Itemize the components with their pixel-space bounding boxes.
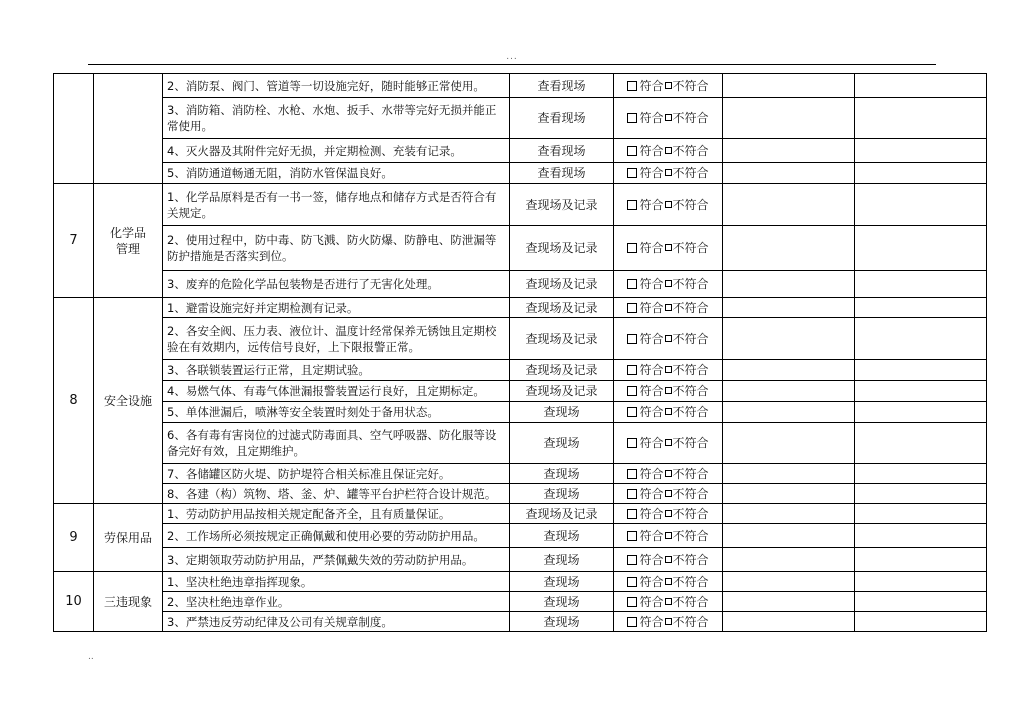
pass-checkbox[interactable] — [627, 200, 637, 210]
pass-checkbox[interactable] — [627, 617, 637, 627]
check-method: 查现场 — [510, 524, 614, 548]
check-method: 查现场及记录 — [510, 504, 614, 524]
remark-cell[interactable] — [723, 298, 855, 318]
check-method: 查现场及记录 — [510, 381, 614, 402]
remark-cell[interactable] — [723, 98, 855, 139]
result-cell — [614, 298, 723, 318]
signature-cell[interactable] — [855, 184, 987, 226]
signature-cell[interactable] — [855, 548, 987, 572]
fail-checkbox[interactable] — [665, 470, 672, 477]
remark-cell[interactable] — [723, 524, 855, 548]
pass-label: 符合 — [639, 363, 664, 377]
fail-checkbox[interactable] — [665, 510, 672, 517]
result-cell — [614, 572, 723, 592]
pass-label: 符合 — [639, 384, 664, 398]
table-row — [54, 464, 987, 484]
check-content: 1、化学品原料是否有一书一签，储存地点和储存方式是否符合有关规定。 — [163, 184, 510, 226]
signature-cell[interactable] — [855, 74, 987, 98]
check-content: 1、避雷设施完好并定期检测有记录。 — [163, 298, 510, 318]
section-number: 8 — [54, 298, 94, 504]
signature-cell[interactable] — [855, 139, 987, 163]
fail-label: 不符合 — [672, 405, 709, 419]
check-method: 查现场及记录 — [510, 271, 614, 298]
remark-cell[interactable] — [723, 163, 855, 184]
check-method: 查现场及记录 — [510, 318, 614, 360]
result-cell — [614, 423, 723, 464]
fail-label: 不符合 — [672, 506, 709, 521]
check-content: 7、各储罐区防火堤、防护堤符合相关标准且保证完好。 — [163, 464, 510, 484]
fail-checkbox[interactable] — [665, 335, 672, 342]
signature-cell[interactable] — [855, 298, 987, 318]
fail-checkbox[interactable] — [665, 408, 672, 415]
result-cell — [614, 139, 723, 163]
pass-label: 符合 — [639, 143, 664, 158]
pass-label: 符合 — [639, 552, 664, 567]
pass-label: 符合 — [639, 436, 664, 450]
section-number: 7 — [54, 184, 94, 298]
pass-checkbox[interactable] — [627, 438, 637, 448]
fail-label: 不符合 — [672, 143, 709, 158]
remark-cell[interactable] — [723, 139, 855, 163]
fail-label: 不符合 — [672, 300, 709, 315]
pass-label: 符合 — [639, 241, 664, 255]
check-method: 查现场 — [510, 592, 614, 612]
signature-cell[interactable] — [855, 572, 987, 592]
check-content: 4、灭火器及其附件完好无损，并定期检测、充装有记录。 — [163, 139, 510, 163]
check-method: 查现场 — [510, 464, 614, 484]
remark-cell[interactable] — [723, 271, 855, 298]
pass-checkbox[interactable] — [627, 489, 637, 499]
result-cell — [614, 381, 723, 402]
table-row — [54, 423, 987, 464]
signature-cell[interactable] — [855, 360, 987, 381]
inspection-checklist-table — [53, 73, 987, 632]
signature-cell[interactable] — [855, 592, 987, 612]
check-method: 查现场 — [510, 402, 614, 423]
fail-label: 不符合 — [672, 197, 709, 212]
pass-label: 符合 — [639, 197, 664, 212]
fail-label: 不符合 — [672, 466, 709, 481]
fail-checkbox[interactable] — [665, 169, 672, 176]
section-item: 安全设施 — [94, 298, 163, 504]
fail-checkbox[interactable] — [665, 201, 672, 208]
remark-cell[interactable] — [723, 592, 855, 612]
table-row — [54, 381, 987, 402]
check-content: 2、工作场所必须按规定正确佩戴和使用必要的劳动防护用品。 — [163, 524, 510, 548]
signature-cell[interactable] — [855, 484, 987, 504]
fail-label: 不符合 — [672, 241, 709, 255]
signature-cell[interactable] — [855, 98, 987, 139]
pass-checkbox[interactable] — [627, 509, 637, 519]
pass-checkbox[interactable] — [627, 555, 637, 565]
check-method: 查看现场 — [510, 139, 614, 163]
result-cell — [614, 98, 723, 139]
remark-cell[interactable] — [723, 548, 855, 572]
table-row — [54, 504, 987, 524]
pass-label: 符合 — [639, 486, 664, 501]
fail-label: 不符合 — [672, 528, 709, 543]
result-cell — [614, 612, 723, 632]
table-row — [54, 226, 987, 271]
table-row — [54, 184, 987, 226]
pass-label: 符合 — [639, 594, 664, 609]
fail-checkbox[interactable] — [665, 618, 672, 625]
signature-cell[interactable] — [855, 318, 987, 360]
fail-label: 不符合 — [672, 78, 709, 93]
header-dots: ... — [506, 52, 518, 62]
result-cell — [614, 184, 723, 226]
section-number: 10 — [54, 572, 94, 632]
pass-checkbox[interactable] — [627, 243, 637, 253]
fail-label: 不符合 — [672, 552, 709, 567]
fail-checkbox[interactable] — [665, 114, 672, 121]
check-method: 查现场及记录 — [510, 298, 614, 318]
remark-cell[interactable] — [723, 504, 855, 524]
check-content: 3、废弃的危险化学品包装物是否进行了无害化处理。 — [163, 271, 510, 298]
fail-label: 不符合 — [672, 166, 709, 180]
remark-cell[interactable] — [723, 612, 855, 632]
remark-cell[interactable] — [723, 464, 855, 484]
remark-cell[interactable] — [723, 381, 855, 402]
fail-checkbox[interactable] — [665, 490, 672, 497]
remark-cell[interactable] — [723, 423, 855, 464]
result-cell — [614, 318, 723, 360]
footer-dots: .. — [88, 652, 94, 662]
signature-cell[interactable] — [855, 464, 987, 484]
pass-label: 符合 — [639, 506, 664, 521]
fail-checkbox[interactable] — [665, 147, 672, 154]
table-row — [54, 484, 987, 504]
check-method: 查现场及记录 — [510, 226, 614, 271]
check-method: 查看现场 — [510, 163, 614, 184]
pass-label: 符合 — [639, 300, 664, 315]
pass-checkbox[interactable] — [627, 531, 637, 541]
signature-cell[interactable] — [855, 271, 987, 298]
check-content: 3、消防箱、消防栓、水枪、水炮、扳手、水带等完好无损并能正常使用。 — [163, 98, 510, 139]
result-cell — [614, 271, 723, 298]
signature-cell[interactable] — [855, 163, 987, 184]
fail-checkbox[interactable] — [665, 532, 672, 539]
pass-checkbox[interactable] — [627, 365, 637, 375]
check-method: 查现场 — [510, 548, 614, 572]
pass-label: 符合 — [639, 466, 664, 481]
fail-checkbox[interactable] — [665, 578, 672, 585]
fail-label: 不符合 — [672, 436, 709, 450]
check-content: 1、劳动防护用品按相关规定配备齐全，且有质量保证。 — [163, 504, 510, 524]
pass-label: 符合 — [639, 405, 664, 419]
check-method: 查现场 — [510, 423, 614, 464]
table-row — [54, 139, 987, 163]
pass-label: 符合 — [639, 614, 664, 629]
table-row — [54, 360, 987, 381]
signature-cell[interactable] — [855, 226, 987, 271]
check-content: 6、各有毒有害岗位的过滤式防毒面具、空气呼吸器、防化服等设备完好有效，且定期维护。 — [163, 423, 510, 464]
section-item: 三违现象 — [94, 572, 163, 632]
signature-cell[interactable] — [855, 381, 987, 402]
section-item: 劳保用品 — [94, 504, 163, 572]
fail-label: 不符合 — [672, 277, 709, 291]
fail-checkbox[interactable] — [665, 387, 672, 394]
check-content: 5、单体泄漏后，喷淋等安全装置时刻处于备用状态。 — [163, 402, 510, 423]
fail-label: 不符合 — [672, 111, 709, 125]
fail-checkbox[interactable] — [665, 439, 672, 446]
result-cell — [614, 360, 723, 381]
check-content: 3、定期领取劳动防护用品，严禁佩戴失效的劳动防护用品。 — [163, 548, 510, 572]
result-cell — [614, 74, 723, 98]
result-cell — [614, 464, 723, 484]
remark-cell[interactable] — [723, 74, 855, 98]
check-content: 2、消防泵、阀门、管道等一切设施完好，随时能够正常使用。 — [163, 74, 510, 98]
remark-cell[interactable] — [723, 184, 855, 226]
check-content: 5、消防通道畅通无阻，消防水管保温良好。 — [163, 163, 510, 184]
pass-checkbox[interactable] — [627, 168, 637, 178]
section-number-cell — [54, 74, 94, 184]
table-row — [54, 318, 987, 360]
fail-checkbox[interactable] — [665, 304, 672, 311]
pass-checkbox[interactable] — [627, 81, 637, 91]
table-row — [54, 402, 987, 423]
table-row — [54, 548, 987, 572]
fail-checkbox[interactable] — [665, 556, 672, 563]
header-rule — [88, 64, 936, 65]
fail-checkbox[interactable] — [665, 244, 672, 251]
signature-cell[interactable] — [855, 524, 987, 548]
signature-cell[interactable] — [855, 402, 987, 423]
fail-checkbox[interactable] — [665, 598, 672, 605]
section-item-cell — [94, 74, 163, 184]
check-content: 2、坚决杜绝违章作业。 — [163, 592, 510, 612]
section-number: 9 — [54, 504, 94, 572]
fail-checkbox[interactable] — [665, 366, 672, 373]
result-cell — [614, 504, 723, 524]
signature-cell[interactable] — [855, 504, 987, 524]
fail-label: 不符合 — [672, 594, 709, 609]
check-method: 查看现场 — [510, 74, 614, 98]
fail-checkbox[interactable] — [665, 82, 672, 89]
result-cell — [614, 484, 723, 504]
check-content: 3、各联锁装置运行正常，且定期试验。 — [163, 360, 510, 381]
fail-checkbox[interactable] — [665, 280, 672, 287]
pass-checkbox[interactable] — [627, 577, 637, 587]
check-method: 查看现场 — [510, 98, 614, 139]
check-method: 查现场及记录 — [510, 184, 614, 226]
pass-label: 符合 — [639, 78, 664, 93]
fail-label: 不符合 — [672, 363, 709, 377]
remark-cell[interactable] — [723, 484, 855, 504]
check-content: 2、使用过程中，防中毒、防飞溅、防火防爆、防静电、防泄漏等防护措施是否落实到位。 — [163, 226, 510, 271]
signature-cell[interactable] — [855, 612, 987, 632]
table-row — [54, 524, 987, 548]
table-row — [54, 271, 987, 298]
check-method: 查现场 — [510, 612, 614, 632]
remark-cell[interactable] — [723, 360, 855, 381]
pass-checkbox[interactable] — [627, 407, 637, 417]
check-method: 查现场 — [510, 572, 614, 592]
pass-label: 符合 — [639, 331, 664, 346]
pass-checkbox[interactable] — [627, 303, 637, 313]
pass-checkbox[interactable] — [627, 597, 637, 607]
table-row — [54, 163, 987, 184]
section-item: 化学品管理 — [94, 184, 163, 298]
remark-cell[interactable] — [723, 572, 855, 592]
result-cell — [614, 226, 723, 271]
remark-cell[interactable] — [723, 402, 855, 423]
pass-checkbox[interactable] — [627, 113, 637, 123]
check-method: 查现场及记录 — [510, 360, 614, 381]
table-row — [54, 298, 987, 318]
pass-checkbox[interactable] — [627, 469, 637, 479]
pass-label: 符合 — [639, 111, 664, 125]
fail-label: 不符合 — [672, 614, 709, 629]
table-row — [54, 572, 987, 592]
pass-checkbox[interactable] — [627, 334, 637, 344]
remark-cell[interactable] — [723, 226, 855, 271]
table-row — [54, 612, 987, 632]
pass-label: 符合 — [639, 574, 664, 589]
pass-checkbox[interactable] — [627, 279, 637, 289]
result-cell — [614, 592, 723, 612]
signature-cell[interactable] — [855, 423, 987, 464]
check-method: 查现场 — [510, 484, 614, 504]
result-cell — [614, 548, 723, 572]
pass-checkbox[interactable] — [627, 386, 637, 396]
fail-label: 不符合 — [672, 331, 709, 346]
result-cell — [614, 402, 723, 423]
pass-label: 符合 — [639, 277, 664, 291]
fail-label: 不符合 — [672, 486, 709, 501]
check-content: 2、各安全阀、压力表、液位计、温度计经常保养无锈蚀且定期校验在有效期内，远传信号良好，上下限报警正常。 — [163, 318, 510, 360]
fail-label: 不符合 — [672, 384, 709, 398]
pass-label: 符合 — [639, 528, 664, 543]
result-cell — [614, 524, 723, 548]
result-cell — [614, 163, 723, 184]
remark-cell[interactable] — [723, 318, 855, 360]
pass-checkbox[interactable] — [627, 146, 637, 156]
table-row — [54, 98, 987, 139]
table-row — [54, 592, 987, 612]
check-content: 1、坚决杜绝违章指挥现象。 — [163, 572, 510, 592]
check-content: 4、易燃气体、有毒气体泄漏报警装置运行良好，且定期标定。 — [163, 381, 510, 402]
check-content: 3、严禁违反劳动纪律及公司有关规章制度。 — [163, 612, 510, 632]
pass-label: 符合 — [639, 166, 664, 180]
fail-label: 不符合 — [672, 574, 709, 589]
table-row — [54, 74, 987, 98]
check-content: 8、各建（构）筑物、塔、釜、炉、罐等平台护栏符合设计规范。 — [163, 484, 510, 504]
